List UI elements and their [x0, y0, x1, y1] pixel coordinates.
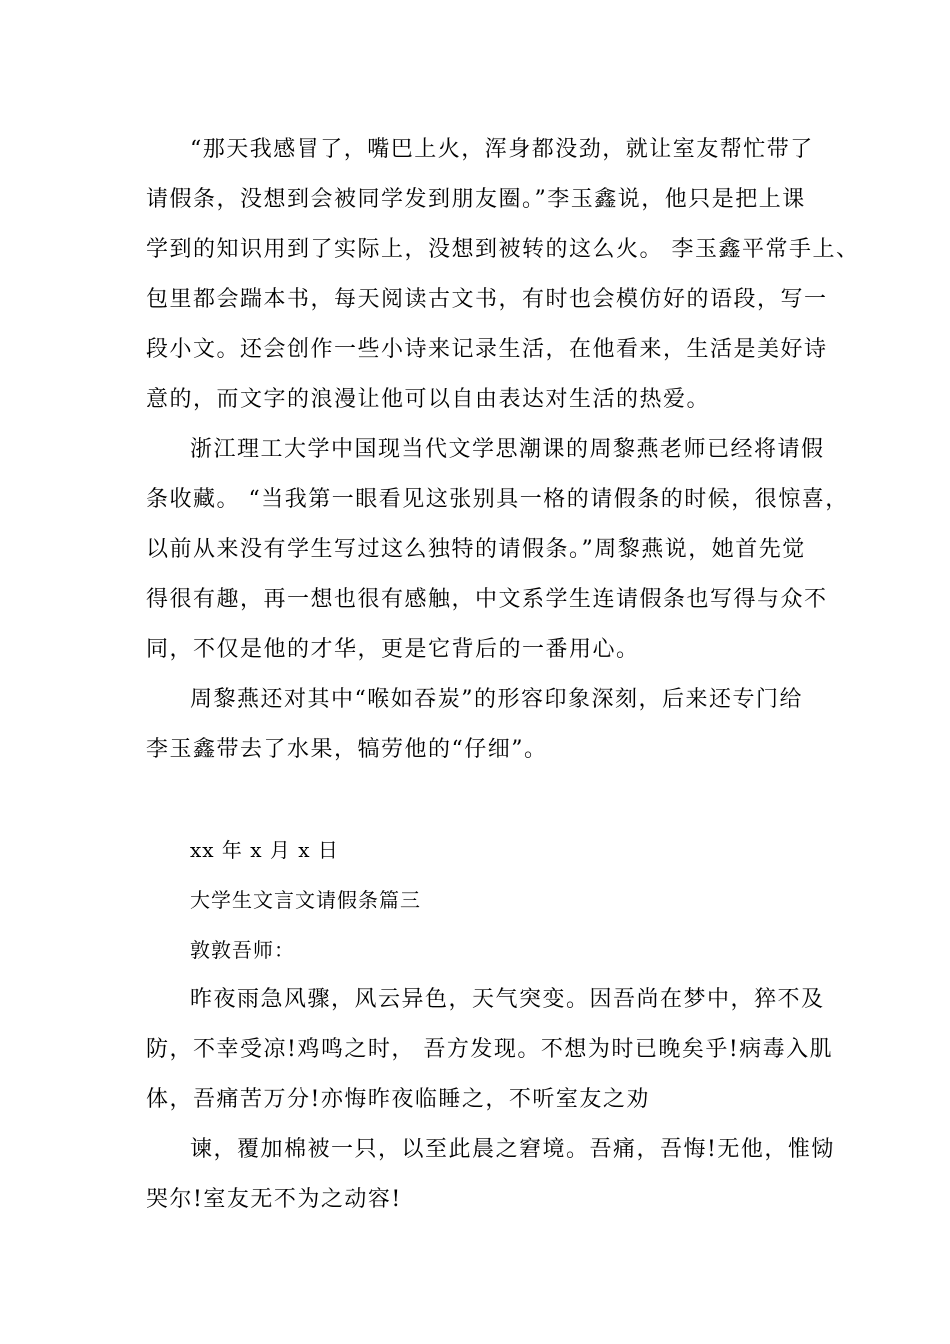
paragraph-1-line-1: “那天我感冒了，嘴巴上火，浑身都没劲，就让室友帮忙带了	[190, 137, 814, 162]
salutation: 敦敦吾师：	[190, 938, 295, 962]
paragraph-1-line-3: 学到的知识用到了实际上，没想到被转的这么火。 李玉鑫平常手上、	[146, 237, 860, 262]
paragraph-3-line-2: 李玉鑫带去了水果，犒劳他的“仔细”。	[146, 737, 548, 762]
paragraph-2-line-2: 条收藏。 “当我第一眼看见这张别具一格的请假条的时候，很惊喜，	[146, 487, 849, 512]
paragraph-2-line-3: 以前从来没有学生写过这么独特的请假条。”周黎燕说，她首先觉	[146, 537, 806, 562]
letter-paragraph-2-line-2: 哭尔!室友无不为之动容!	[146, 1187, 402, 1212]
letter-paragraph-1-line-1: 昨夜雨急风骤，风云异色，天气突变。因吾尚在梦中，猝不及	[190, 987, 825, 1012]
section-title: 大学生文言文请假条篇三	[190, 888, 421, 912]
letter-paragraph-1-line-2: 防，不幸受凉!鸡鸣之时， 吾方发现。不想为时已晚矣乎!病毒入肌	[146, 1037, 834, 1062]
paragraph-2-line-1: 浙江理工大学中国现当代文学思潮课的周黎燕老师已经将请假	[190, 437, 825, 462]
paragraph-2-line-5: 同，不仅是他的才华，更是它背后的一番用心。	[146, 637, 640, 662]
paragraph-1-line-2: 请假条，没想到会被同学发到朋友圈。”李玉鑫说，他只是把上课	[146, 187, 806, 212]
paragraph-3-line-1: 周黎燕还对其中“喉如吞炭”的形容印象深刻，后来还专门给	[190, 687, 803, 712]
paragraph-1-line-5: 段小文。还会创作一些小诗来记录生活，在他看来，生活是美好诗	[146, 337, 828, 362]
paragraph-2-line-4: 得很有趣，再一想也很有感触，中文系学生连请假条也写得与众不	[146, 587, 828, 612]
paragraph-1-line-6: 意的，而文字的浪漫让他可以自由表达对生活的热爱。	[146, 387, 711, 412]
letter-paragraph-2-line-1: 谏，覆加棉被一只，以至此晨之窘境。吾痛，吾悔!无他，惟恸	[190, 1137, 835, 1162]
date-line: xx 年 x 月 x 日	[190, 838, 339, 862]
letter-paragraph-1-line-3: 体，吾痛苦万分!亦悔昨夜临睡之，不听室友之劝	[146, 1087, 650, 1112]
paragraph-1-line-4: 包里都会踹本书，每天阅读古文书，有时也会模仿好的语段，写一	[146, 287, 828, 312]
